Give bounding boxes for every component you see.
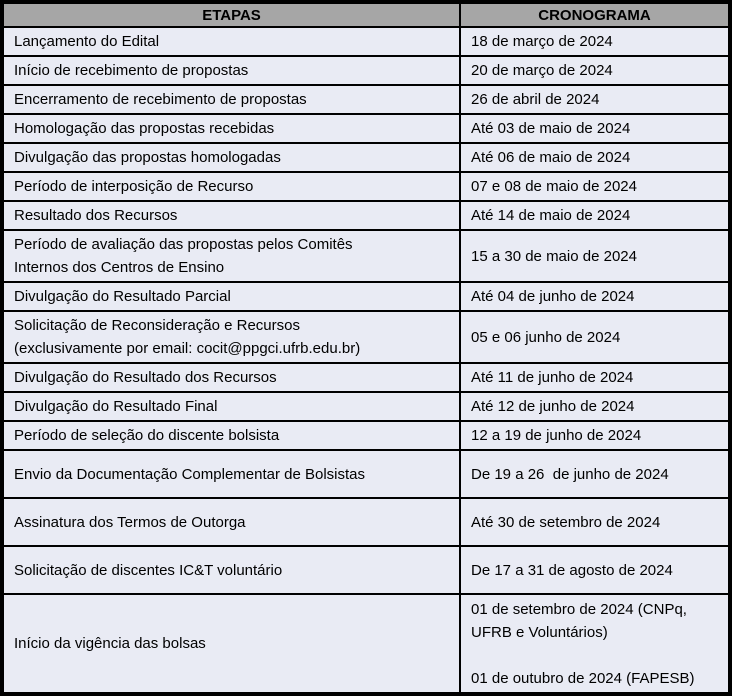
etapa-cell	[2, 230, 460, 282]
etapa-cell-line: Início de recebimento de propostas	[14, 62, 249, 79]
table-row	[2, 201, 730, 230]
table-row	[2, 311, 730, 363]
cronograma-cell-line: 05 e 06 junho de 2024	[471, 328, 621, 346]
cronograma-cell-line	[471, 644, 722, 667]
cronograma-cell	[460, 114, 730, 143]
table-row	[2, 392, 730, 421]
table-row	[2, 421, 730, 450]
etapa-cell	[2, 27, 460, 56]
cronograma-cell	[460, 421, 730, 450]
etapa-cell	[2, 143, 460, 172]
etapa-cell	[2, 392, 460, 421]
table-row	[2, 450, 730, 498]
table-row	[2, 27, 730, 56]
etapa-cell-line: Período de seleção do discente bolsista	[14, 427, 280, 444]
cronograma-cell-line: Até 06 de maio de 2024	[471, 149, 631, 166]
etapa-cell-line: (exclusivamente por email: cocit@ppgci.ufrb.edu.br)	[14, 340, 361, 357]
etapa-cell	[2, 421, 460, 450]
cronograma-cell	[460, 143, 730, 172]
header-etapas: ETAPAS	[2, 2, 460, 27]
etapa-cell	[2, 282, 460, 311]
etapa-cell-line: Divulgação do Resultado Parcial	[14, 288, 231, 305]
table-body	[2, 27, 730, 694]
cronograma-cell	[460, 311, 730, 363]
cronograma-cell	[460, 392, 730, 421]
cronograma-cell	[460, 230, 730, 282]
table-row	[2, 230, 730, 282]
etapa-cell-line: Período de avaliação das propostas pelos Comitês	[14, 236, 353, 253]
cronograma-cell-line: De 19 a 26 de junho de 2024	[471, 465, 669, 483]
etapa-cell	[2, 172, 460, 201]
etapa-cell	[2, 311, 460, 363]
cronograma-cell-line: Até 30 de setembro de 2024	[471, 513, 661, 531]
cronograma-cell-line: 01 de setembro de 2024 (CNPq,	[471, 600, 687, 618]
etapa-cell-line: Divulgação das propostas homologadas	[14, 149, 281, 166]
cronograma-cell-line: De 17 a 31 de agosto de 2024	[471, 561, 673, 579]
etapa-cell	[2, 363, 460, 392]
etapa-cell	[2, 114, 460, 143]
etapa-cell-line: Resultado dos Recursos	[14, 207, 178, 224]
cronograma-cell-line: 15 a 30 de maio de 2024	[471, 247, 637, 265]
cronograma-cell	[460, 201, 730, 230]
cronograma-cell	[460, 85, 730, 114]
etapa-cell	[2, 201, 460, 230]
etapa-cell-line: Período de interposição de Recurso	[14, 178, 254, 195]
table-row	[2, 546, 730, 594]
cronograma-cell	[460, 282, 730, 311]
table-row	[2, 498, 730, 546]
table-row	[2, 85, 730, 114]
cronograma-cell-line: Até 12 de junho de 2024	[471, 398, 635, 415]
cronograma-cell	[460, 498, 730, 546]
table-row	[2, 594, 730, 694]
etapa-cell	[2, 85, 460, 114]
cronograma-cell	[460, 450, 730, 498]
header-row	[2, 2, 730, 27]
cronograma-cell-line: 01 de outubro de 2024 (FAPESB)	[471, 669, 695, 687]
cronograma-cell-line: Até 14 de maio de 2024	[471, 207, 631, 224]
table-row	[2, 56, 730, 85]
cronograma-cell-line: UFRB e Voluntários)	[471, 623, 608, 641]
table-row	[2, 172, 730, 201]
etapa-cell-line: Internos dos Centros de Ensino	[14, 259, 225, 276]
table-header	[2, 2, 730, 27]
cronograma-cell-line: 07 e 08 de maio de 2024	[471, 178, 637, 195]
etapa-cell	[2, 56, 460, 85]
etapa-cell	[2, 498, 460, 546]
table-row	[2, 363, 730, 392]
cronograma-cell	[460, 27, 730, 56]
etapa-cell-line: Solicitação de Reconsideração e Recursos	[14, 317, 300, 334]
etapa-cell	[2, 450, 460, 498]
cronograma-cell	[460, 56, 730, 85]
cronograma-cell	[460, 363, 730, 392]
cronograma-cell-line: 12 a 19 de junho de 2024	[471, 427, 642, 444]
cronograma-cell	[460, 546, 730, 594]
table-row	[2, 143, 730, 172]
etapa-cell-line: Assinatura dos Termos de Outorga	[14, 513, 246, 531]
etapa-cell-line: Divulgação do Resultado dos Recursos	[14, 369, 277, 386]
etapa-cell-line: Homologação das propostas recebidas	[14, 120, 275, 137]
etapa-cell-line: Solicitação de discentes IC&T voluntário	[14, 561, 283, 579]
cronograma-cell-line: 20 de março de 2024	[471, 62, 613, 79]
header-cronograma: CRONOGRAMA	[460, 2, 730, 27]
cronograma-cell-line: 18 de março de 2024	[471, 33, 613, 50]
table-row	[2, 114, 730, 143]
cronograma-cell	[460, 172, 730, 201]
etapa-cell	[2, 546, 460, 594]
cronograma-cell-line: 26 de abril de 2024	[471, 91, 600, 108]
etapa-cell	[2, 594, 460, 694]
cronograma-cell-line: Até 04 de junho de 2024	[471, 288, 635, 305]
etapa-cell-line: Lançamento do Edital	[14, 33, 160, 50]
etapa-cell-line: Envio da Documentação Complementar de Bolsistas	[14, 465, 366, 483]
etapa-cell-line: Encerramento de recebimento de propostas	[14, 91, 307, 108]
etapa-cell-line: Início da vigência das bolsas	[14, 635, 206, 652]
etapa-cell-line: Divulgação do Resultado Final	[14, 398, 218, 415]
table-row	[2, 282, 730, 311]
cronograma-cell-line: Até 11 de junho de 2024	[471, 369, 634, 386]
cronograma-cell	[460, 594, 730, 694]
cronograma-cell-line: Até 03 de maio de 2024	[471, 120, 631, 137]
